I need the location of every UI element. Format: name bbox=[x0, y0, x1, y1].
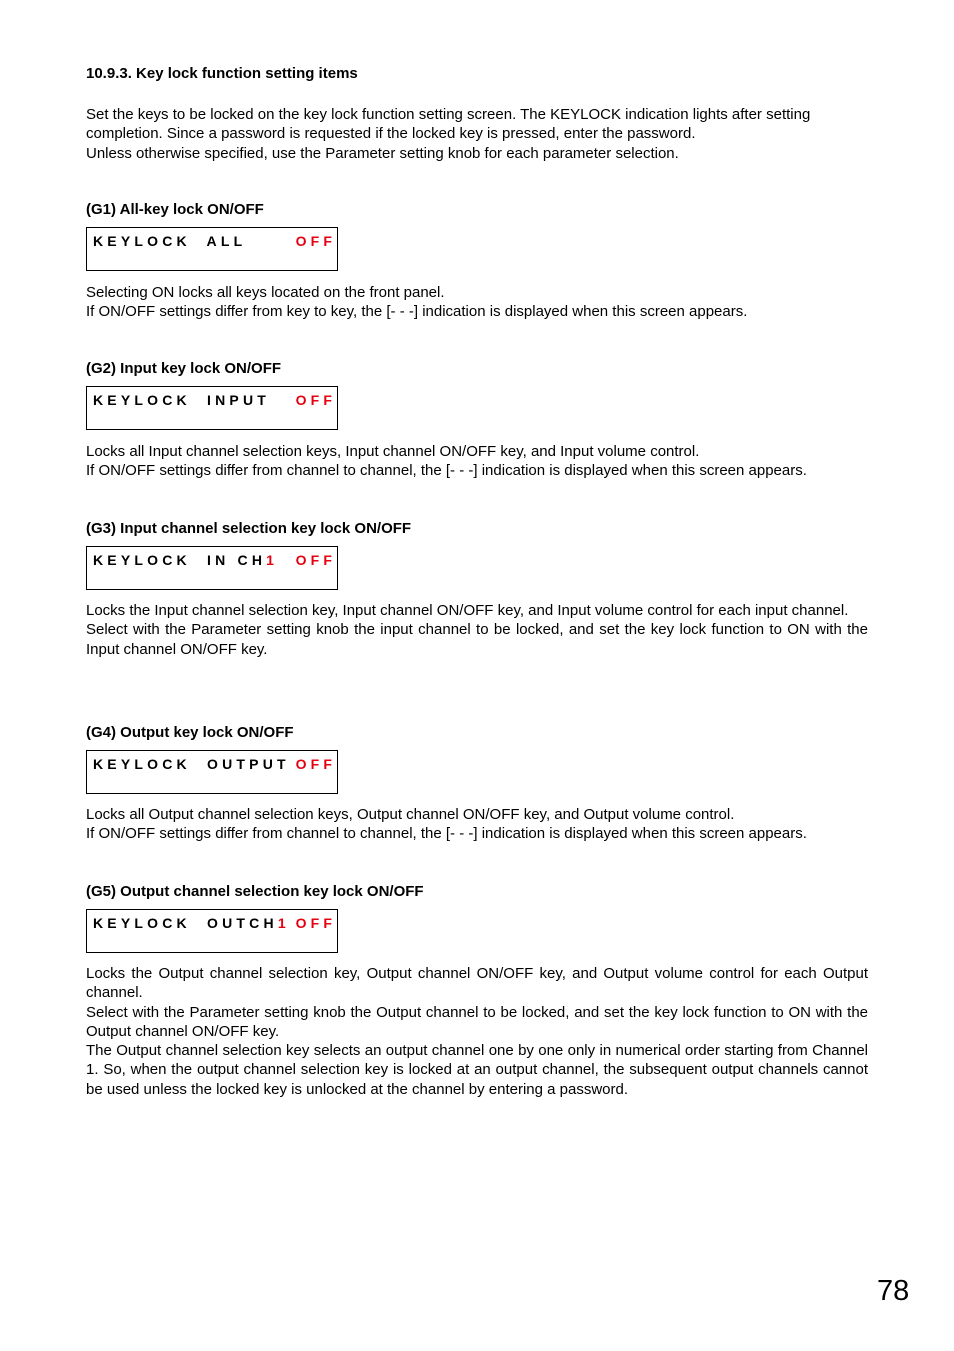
lcd-value: OFF bbox=[295, 392, 337, 408]
lcd-label: KEYLOCK INPUT bbox=[93, 392, 271, 408]
section-title-g3: (G3) Input channel selection key lock ON/OFF bbox=[86, 520, 412, 537]
section-text-g4 bbox=[86, 805, 868, 844]
lcd-label: KEYLOCK IN CH1 bbox=[93, 552, 279, 568]
section-text-g5 bbox=[86, 964, 868, 1099]
section-title-g2: (G2) Input key lock ON/OFF bbox=[86, 360, 282, 377]
lcd-value: OFF bbox=[295, 915, 337, 931]
section-paragraph: Locks the Output channel selection key, Output channel ON/OFF key, and Output volume control for each Output channel. bbox=[86, 965, 868, 1002]
section-paragraph: If ON/OFF settings differ from channel to channel, the [- - -] indication is displayed when this screen appears. bbox=[86, 462, 807, 480]
section-title-g1: (G1) All-key lock ON/OFF bbox=[86, 201, 264, 218]
section-text-g3 bbox=[86, 601, 868, 659]
section-text-g2 bbox=[86, 442, 868, 481]
section-paragraph: Locks all Input channel selection keys, Input channel ON/OFF key, and Input volume control. bbox=[86, 443, 700, 460]
lcd-value: OFF bbox=[295, 756, 337, 772]
lcd-value: OFF bbox=[295, 233, 337, 249]
section-text-g1 bbox=[86, 283, 868, 322]
section-paragraph: Locks all Output channel selection keys, Output channel ON/OFF key, and Output volume control. bbox=[86, 806, 735, 823]
lcd-label: KEYLOCK OUTCH1 bbox=[93, 915, 290, 931]
section-paragraph: Selecting ON locks all keys located on the front panel. bbox=[86, 284, 445, 301]
section-paragraph: If ON/OFF settings differ from channel to channel, the [- - -] indication is displayed when this screen appears. bbox=[86, 825, 807, 843]
section-paragraph: Select with the Parameter setting knob the input channel to be locked, and set the key lock function to ON with the Input channel ON/OFF key. bbox=[86, 621, 868, 658]
section-title-g5: (G5) Output channel selection key lock ON/OFF bbox=[86, 883, 424, 900]
section-title-g4: (G4) Output key lock ON/OFF bbox=[86, 724, 294, 741]
intro-text bbox=[86, 105, 868, 163]
lcd-label: KEYLOCK OUTPUT bbox=[93, 756, 290, 772]
page-number: 78 bbox=[877, 1275, 910, 1307]
lcd-display-g2 bbox=[86, 386, 338, 430]
intro-paragraph: Unless otherwise specified, use the Parameter setting knob for each parameter selection. bbox=[86, 144, 679, 162]
lcd-value: OFF bbox=[295, 552, 337, 568]
lcd-display-g4 bbox=[86, 750, 338, 794]
lcd-display-g3 bbox=[86, 546, 338, 590]
lcd-display-g1 bbox=[86, 227, 338, 271]
section-paragraph: The Output channel selection key selects an output channel one by one only in numerical order starting from Channel 1. So, when the output channel selection key is locked at an output channel, the subsequent output channels cannot be used unless the locked key is unlocked at the channel by entering a password. bbox=[86, 1042, 868, 1098]
section-paragraph: Locks the Input channel selection key, Input channel ON/OFF key, and Input volume control for each input channel. bbox=[86, 602, 849, 619]
section-paragraph: If ON/OFF settings differ from key to key, the [- - -] indication is displayed when this screen appears. bbox=[86, 303, 748, 321]
page-heading: 10.9.3. Key lock function setting items bbox=[86, 65, 358, 82]
lcd-label: KEYLOCK ALL bbox=[93, 233, 247, 249]
lcd-display-g5 bbox=[86, 909, 338, 953]
intro-paragraph: Set the keys to be locked on the key lock function setting screen. The KEYLOCK indication lights after setting completion. Since a password is requested if the locked key is pressed, enter the password. bbox=[86, 106, 811, 143]
section-paragraph: Select with the Parameter setting knob the Output channel to be locked, and set the key lock function to ON with the Output channel ON/OFF key. bbox=[86, 1003, 868, 1040]
